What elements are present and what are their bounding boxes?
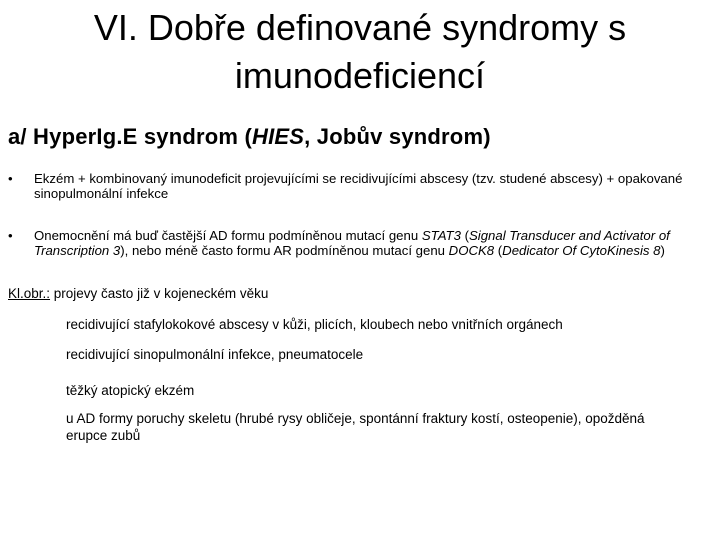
clinical-picture-line (8, 286, 268, 302)
slide-title (0, 4, 720, 100)
clinical-item-2: recidivující sinopulmonální infekce, pneumatocele (66, 347, 364, 362)
clinical-item-1: recidivující stafylokokové abscesy v kůži, plicích, kloubech nebo vnitřních orgánech (66, 317, 563, 332)
bullet-marker: • (8, 171, 13, 186)
section-heading (8, 124, 491, 150)
section-heading-abbrev: HIES (252, 124, 305, 149)
slide-title-line-2: imunodeficiencí (234, 55, 486, 96)
bullet-2-text-d: ( (494, 243, 503, 258)
bullet-2-text-b: ( (460, 228, 469, 243)
bullet-2-text-c: ), nebo méně často formu AR podmíněnou mutací genu (120, 243, 449, 258)
bullet-marker: • (8, 228, 13, 243)
bullet-2-text-e: ) (660, 243, 665, 258)
clinical-text: projevy často již v kojeneckém věku (50, 286, 269, 301)
section-heading-prefix: a/ HyperIg.E syndrom ( (8, 124, 253, 149)
slide-title-line-1: VI. Dobře definované syndromy s (93, 7, 627, 48)
gene-dock8: DOCK8 (448, 243, 495, 258)
clinical-label: Kl.obr.: (8, 286, 51, 301)
bullet-item-2 (8, 228, 716, 258)
gene-dock8-name: Dedicator Of CytoKinesis 8 (502, 243, 661, 258)
bullet-text-2 (34, 228, 716, 258)
bullet-2-text-a: Onemocnění má buď častější AD formu podmíněnou mutací genu (34, 228, 422, 243)
clinical-item-4: u AD formy poruchy skeletu (hrubé rysy obličeje, spontánní fraktury kostí, osteopenie), opožděná erupce zubů (66, 411, 645, 443)
section-heading-suffix: , Jobův syndrom) (304, 124, 491, 149)
clinical-item-3: těžký atopický ekzém (66, 383, 195, 398)
bullet-text-1: Ekzém + kombinovaný imunodeficit projevujícími se recidivujícími abscesy (tzv. studené abscesy) + opakované sinopulmonální infekce (34, 171, 683, 201)
gene-stat3-name: Signal Transducer and Activator of Transcription 3 (34, 228, 670, 258)
bullet-list (8, 171, 716, 258)
bullet-item-1 (8, 171, 716, 201)
gene-stat3: STAT3 (421, 228, 461, 243)
